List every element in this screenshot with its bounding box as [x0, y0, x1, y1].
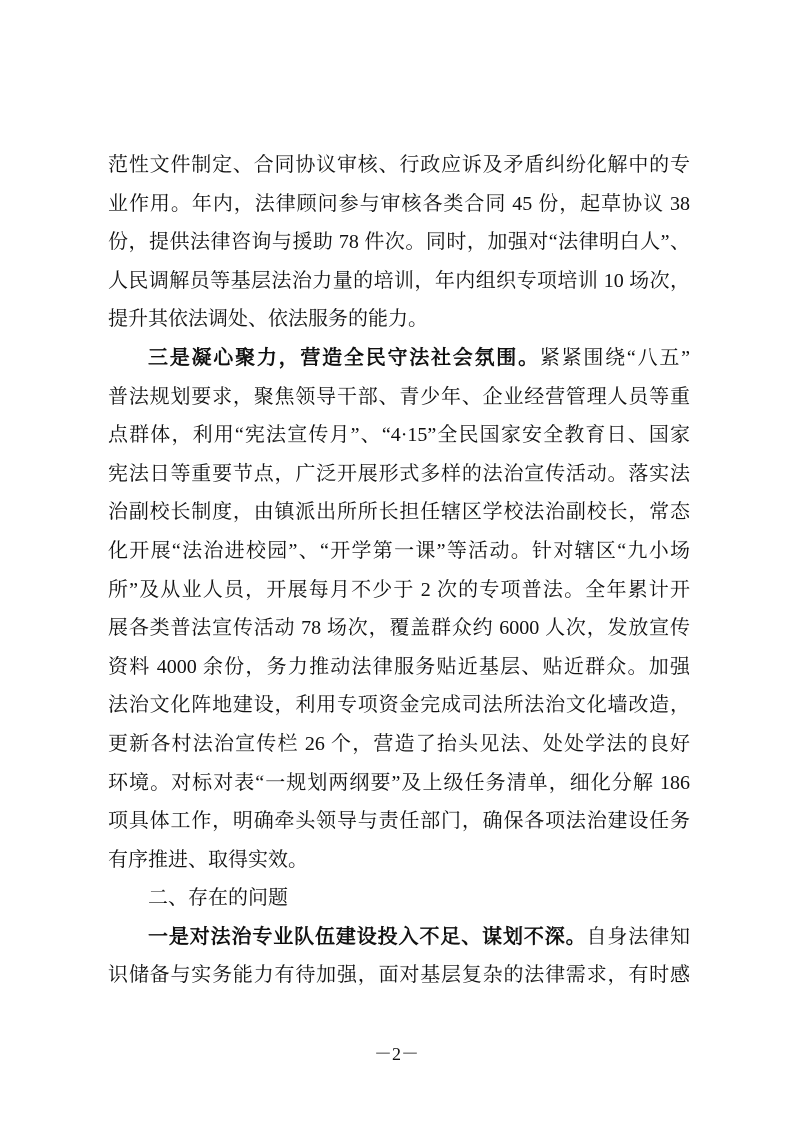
text-line: 提升其依法调处、依法服务的能力。: [108, 308, 428, 331]
text-line: 法治文化阵地建设，利用专项资金完成司法所法治文化墙改造，: [108, 694, 690, 717]
text-span: 自身法律知: [586, 925, 691, 948]
paragraph-lead: 三是凝心聚力，营造全民守法社会氛围。: [148, 346, 540, 369]
text-line: 更新各村法治宣传栏 26 个，营造了抬头见法、处处学法的良好: [108, 732, 690, 755]
text-line: 人民调解员等基层法治力量的培训，年内组织专项培训 10 场次，: [108, 269, 690, 292]
text-line: 宪法日等重要节点，广泛开展形式多样的法治宣传活动。落实法: [108, 462, 690, 485]
page-number: －2－: [374, 1044, 419, 1064]
text-line: 范性文件制定、合同协议审核、行政应诉及矛盾纠纷化解中的专: [108, 154, 690, 176]
text-line: 项具体工作，明确牵头领导与责任部门，确保各项法治建设任务: [108, 810, 690, 833]
text-line: 所”及从业人员，开展每月不少于 2 次的专项普法。全年累计开: [108, 578, 690, 601]
section-heading: 二、存在的问题: [148, 887, 288, 910]
text-line: 业作用。年内，法律顾问参与审核各类合同 45 份，起草协议 38: [108, 192, 690, 215]
text-line: 化开展“法治进校园”、“开学第一课”等活动。针对辖区“九小场: [108, 539, 690, 562]
text-line: 普法规划要求，聚焦领导干部、青少年、企业经营管理人员等重: [108, 385, 690, 408]
text-line: 环境。对标对表“一规划两纲要”及上级任务清单，细化分解 186: [108, 771, 690, 794]
text-line: 份，提供法律咨询与援助 78 件次。同时，加强对“法律明白人”、: [108, 231, 690, 254]
text-line: 有序推进、取得实效。: [108, 848, 308, 871]
paragraph-lead: 一是对法治专业队伍建设投入不足、谋划不深。: [148, 925, 587, 948]
paragraph-first-line: [108, 339, 690, 378]
text-line: 资料 4000 余份，务力推动法律服务贴近基层、贴近群众。加强: [108, 655, 690, 678]
text-line: 点群体，利用“宪法宣传月”、“4·15”全民国家安全教育日、国家: [108, 424, 690, 447]
text-span: 紧紧围绕“八五”: [539, 346, 690, 369]
document-body: [108, 146, 690, 995]
text-line: 识储备与实务能力有待加强，面对基层复杂的法律需求，有时感: [108, 964, 690, 987]
paragraph-first-line: [108, 918, 690, 957]
text-line: 治副校长制度，由镇派出所所长担任辖区学校法治副校长，常态: [108, 501, 690, 524]
text-line: 展各类普法宣传活动 78 场次，覆盖群众约 6000 人次，发放宣传: [108, 617, 690, 640]
